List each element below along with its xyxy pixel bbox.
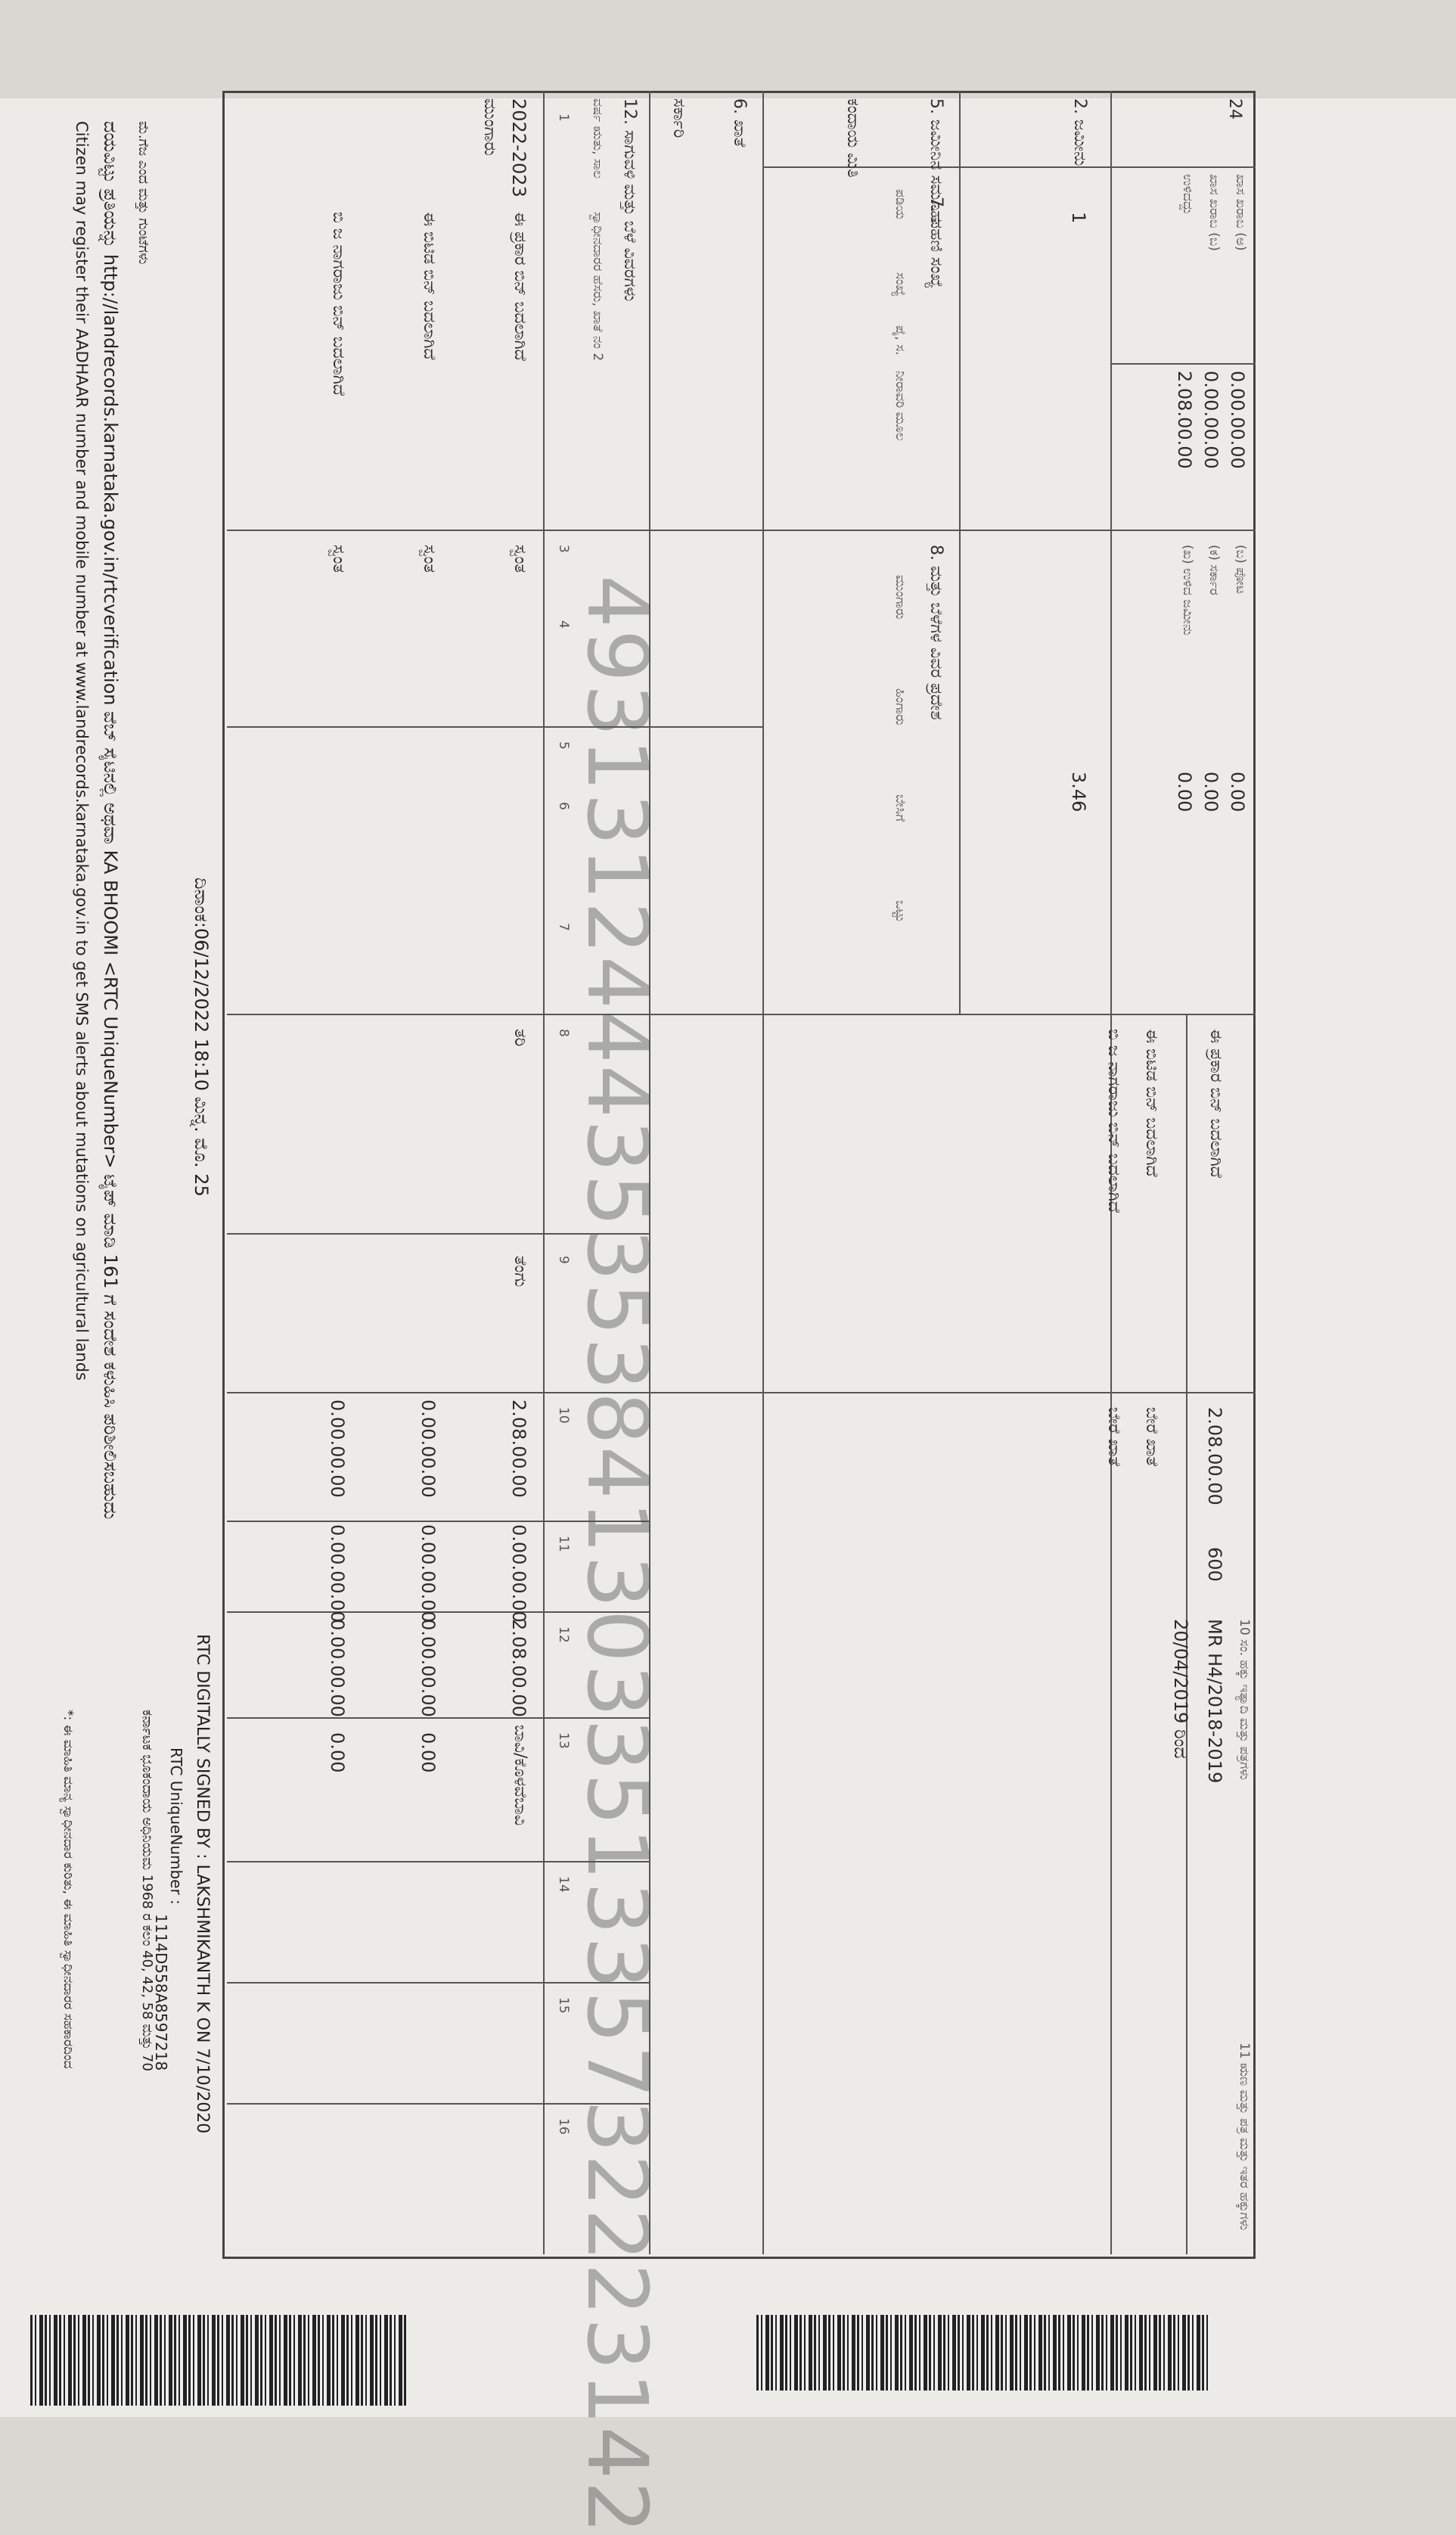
row24-sub-value-3: 0.00	[1174, 772, 1195, 812]
footer-note: *: ಈ ಮಾಹಿತಿ ಮಾನ್ಯ ಸ್ವಾಧೀನದಾರ ಕುರಿತು, ಈ ಮಾಹಿತಿ ಸ್ವಾಧೀನದಾರರ ಸಹಕಾರದಿಂದ	[61, 1710, 76, 2069]
crop-head-num-16: 16	[556, 2118, 571, 2135]
footer-act: ಕರ್ನಾಟಕ ಭೂಕಂದಾಯ ಅಧಿನಿಯಮ 1968 ರ ಕಲಂ 40, 42, 58 ಮತ್ತು 70	[139, 1710, 155, 2071]
crop-row1-d: ಬಾವಿ/ಕೊಳವೆಬಾವಿ	[511, 1725, 529, 1826]
crop-row1-b: 0.00.00.00	[508, 1524, 529, 1623]
row24-sub-label-1: (ಬ) ಪೋಟ	[1233, 545, 1248, 595]
row8-col-3: ಬೇಸಿಗೆ	[893, 794, 908, 822]
row24-sub-value-2: 0.00	[1200, 772, 1222, 812]
row7-col-4: ನೀರಾವರಿ ಮೂಲ	[893, 371, 908, 441]
row6-label-2: ಸರ್ಕಾರಿ	[669, 98, 688, 138]
row24-value-3: 2.08.00.00	[1174, 371, 1195, 469]
owner-num: 600	[1204, 1547, 1225, 1582]
row24-sub-label-3: (ಖ) ಉಳಿದ ಜಮೀನು	[1180, 545, 1195, 635]
crop-row3-type: ಸ್ವಂತ	[329, 545, 348, 573]
crop-row1-crop: ತರಿ	[511, 1029, 529, 1047]
row7-col-1: ಪಡಿಯ	[893, 189, 908, 219]
row24-label-3: ಉಳಿದದ್ದು	[1180, 174, 1195, 215]
crop-row2-b: 0.00.00.00	[418, 1524, 439, 1623]
crop-head-col1: ವರ್ಷ ಋತು, ಸಾಲ	[590, 98, 605, 179]
owner-area-1: 2.08.00.00	[1204, 1407, 1225, 1505]
row24-value-2: 0.00.00.00	[1200, 371, 1222, 469]
crop-row1-c: 2.08.00.00	[508, 1619, 529, 1717]
barcode-strip-2	[756, 2315, 1210, 2391]
crop-row3-c: 0.00.00.00	[327, 1619, 348, 1717]
footer-small: ಮೆ.ಗೆಜ ಎಂದ ಮತ್ತು ಗುಂಟೆಗಳು	[135, 121, 151, 265]
row12-label: 12. ಸಾಗುವಳಿ ಮತ್ತು ಬೆಳೆ ವಿವರಗಳು	[620, 98, 639, 302]
row24-value-1: 0.00.00.00	[1227, 371, 1248, 469]
crop-row2-d: 0.00	[418, 1732, 439, 1773]
owner-line-3: ಬಿ ಜ ನಾಗರಾಜು ಬಿನ್ ಬದಲಾಗಿದೆ	[1104, 1029, 1123, 1213]
watermark-number: 493131244435353841303351335732223142	[569, 575, 666, 2535]
footer-sms: Citizen may register their AADHAAR number and mobile number at www.landrecords.karnataka.gov.in to get SMS alerts about mutations on agricultural lands	[73, 121, 91, 1381]
crop-row1-type: ಸ್ವಂತ	[511, 545, 529, 573]
row8-col-2: ಹಿಂಗಾರು	[893, 688, 908, 725]
row24-total: 3.46	[1068, 772, 1089, 812]
crop-row1-owner: ಈ ಪ್ರಕಾರ ಬಿನ್ ಬದಲಾಗಿದೆ	[511, 212, 529, 361]
crop-head-num-12: 12	[556, 1626, 571, 1643]
col11-head: 11 ಋಣ ಮತ್ತು ಪತ್ರ ಮತ್ತು ಇತರ ಹಕ್ಕುಗಳು	[1237, 2043, 1252, 2231]
row8-col-4: ಒಟ್ಟು	[893, 900, 908, 923]
crop-head-num-3: 3	[556, 545, 571, 553]
barcode-strip	[30, 2315, 408, 2406]
crop-row1-season: ಮುಂಗಾರು	[480, 98, 499, 156]
crop-head-num-7: 7	[556, 923, 571, 931]
footer-unique-value: 1114D558A8597218	[152, 1914, 170, 2071]
footer-signed: RTC DIGITALLY SIGNED BY : LAKSHMIKANTH K ON 7/10/2020	[193, 1634, 212, 2134]
row2-label: 2. ಜಮೀನು	[1070, 98, 1089, 166]
row7-col-3: ಪೈ, ಸ.	[893, 325, 908, 356]
form-frame	[222, 91, 1256, 2259]
footer-unique-label: RTC UniqueNumber :	[167, 1747, 185, 1905]
crop-row1-year: 2022-2023	[508, 98, 529, 197]
crop-head-col2: ಸ್ವಾಧೀನದಾರರ ಹೆಸರು, ಖಾತೆ ನಂ 2	[590, 212, 605, 362]
crop-head-num-6: 6	[556, 802, 571, 810]
footer-verify: ದಯವಿಟ್ಟು ಪ್ರತಿಯನ್ನು http://landrecords.karnataka.gov.in/rtcverification ವೆಬ್ ಸೈಟಿನಲ್ಲಿ ಅಥವಾ KA BHOOMI <RTC UniqueNumber> ಟೈಪ್ ಮಾಡಿ 161 ಗೆ ಸಂದೇಶ ಕಳುಹಿಸಿ ಪರಿಶೀಲಿಸಬಹುದು	[100, 121, 121, 1520]
row7-col-2: ಸಂಖ್ಯೆ	[893, 272, 908, 297]
row6-label: 6. ಖಾತೆ	[730, 98, 749, 148]
crop-row3-b: 0.00.00.00	[327, 1524, 348, 1623]
footer-date: ದಿನಾಂಕ:06/12/2022 18:10 ಮಿನ್ನ. ಮೊ. 25	[191, 878, 212, 1197]
crop-row1-a: 2.08.00.00	[508, 1400, 529, 1498]
crop-row3-d: 0.00	[327, 1732, 348, 1773]
crop-row2-c: 0.00.00.00	[418, 1619, 439, 1717]
mutation-ref: MR H4/2018-2019	[1204, 1619, 1225, 1784]
crop-head-num-13: 13	[556, 1732, 571, 1749]
row24-label-1: ಖಾಸ ಖರಾಬ (ಅ)	[1233, 174, 1248, 251]
col10-head: 10 ಸಂ. ಹಕ್ಕು ಇತ್ಯಾದಿ ಮತ್ತು ಪತ್ರಗಳು	[1237, 1619, 1252, 1780]
owner-line-1: ಈ ಪ್ರಕಾರ ಬಿನ್ ಬದಲಾಗಿದೆ	[1206, 1029, 1225, 1178]
row8-col-1: ಮುಂಗಾರು	[893, 575, 908, 620]
crop-head-num-10: 10	[556, 1407, 571, 1424]
rtc-form	[45, 45, 1286, 2535]
row24-num: 24	[1225, 98, 1244, 120]
owner-area-3: ಬೇರೆ ಖಾತೆ	[1104, 1407, 1123, 1467]
owner-line-2: ಈ ಬಿಟಿಡ ಬಿನ್ ಬದಲಾಗಿದೆ	[1142, 1029, 1161, 1177]
row24-label-2: ಖಾಸ ಖರಾಬ (ಬ)	[1206, 174, 1222, 251]
row5-label-2: ಕಂದಾಯ ಮಿತಿ	[843, 98, 862, 178]
crop-head-num-11: 11	[556, 1536, 571, 1552]
crop-head-num-9: 9	[556, 1256, 571, 1264]
row24-sub-label-2: (ಕ) ಸರ್ಕಾರ	[1206, 545, 1222, 595]
crop-row3-owner: ಬಿ ಜ ನಾಗರಾಜು ಬಿನ್ ಬದಲಾಗಿದೆ	[329, 212, 348, 396]
owner-area-2: ಬೇರೆ ಖಾತೆ	[1142, 1407, 1161, 1467]
row8-label: 8. ಮತ್ತು ಬೆಳೆಗಳ ವಿವರ ಪ್ರದೇಶ	[927, 545, 945, 720]
row2-value: 1	[1068, 212, 1089, 224]
crop-head-num-14: 14	[556, 1876, 571, 1893]
crop-head-num-1: 1	[556, 113, 571, 122]
crop-head-num-4: 4	[556, 620, 571, 629]
crop-head-num-15: 15	[556, 1997, 571, 2014]
crop-row2-a: 0.00.00.00	[418, 1400, 439, 1498]
crop-row2-owner: ಈ ಬಿಟಿಡ ಬಿನ್ ಬದಲಾಗಿದೆ	[420, 212, 439, 360]
crop-row1-crop2: ತೆಂಗು	[511, 1256, 529, 1288]
crop-head-num-5: 5	[556, 741, 571, 750]
row7-label: 7. ಪಹಣಿ ಸಂಖ್ಯೆ	[927, 197, 945, 289]
mutation-date: 20/04/2019 ರಿಂದ	[1170, 1619, 1191, 1759]
row24-sub-value-1: 0.00	[1227, 772, 1248, 812]
crop-row3-a: 0.00.00.00	[327, 1400, 348, 1498]
crop-head-num-8: 8	[556, 1029, 571, 1037]
row5-label: 5. ಜಮೀನಿನ ಸಮೂಹ	[927, 98, 945, 222]
crop-row2-type: ಸ್ವಂತ	[420, 545, 439, 573]
